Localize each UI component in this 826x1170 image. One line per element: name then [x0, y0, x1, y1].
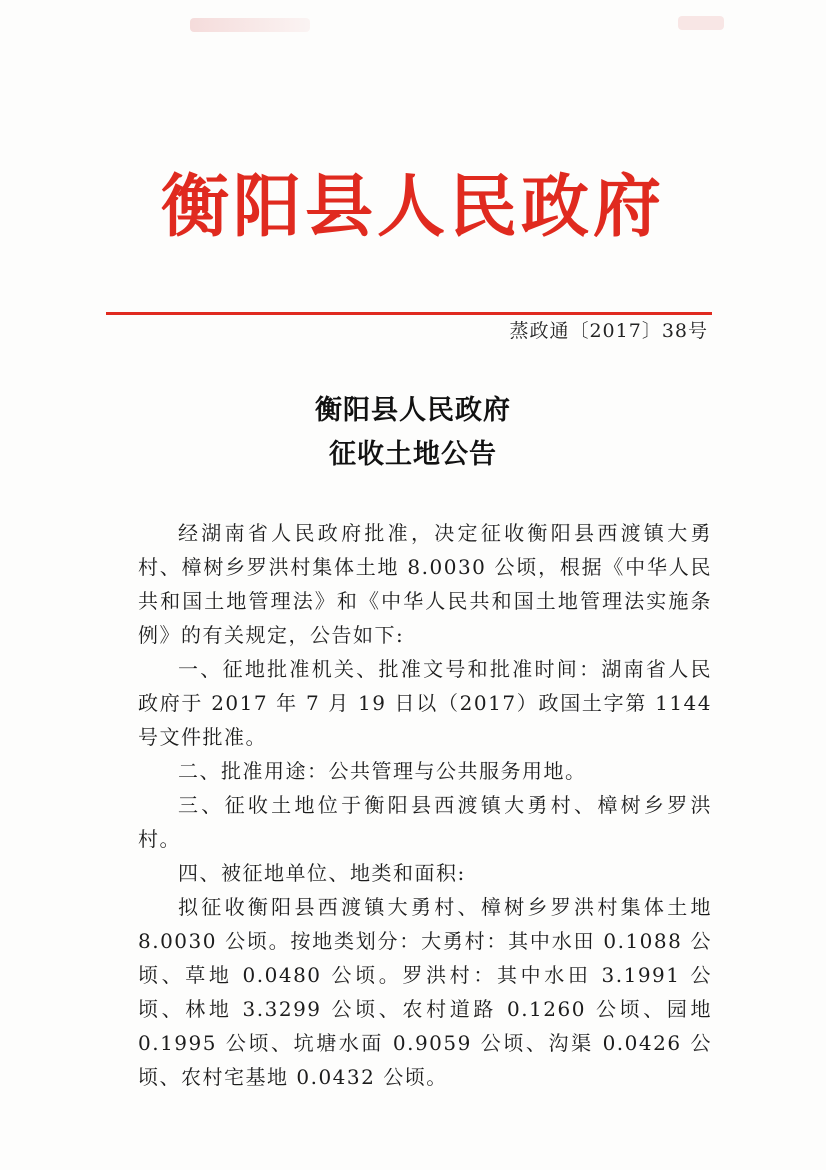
- title-line-1: 衡阳县人民政府: [315, 395, 511, 426]
- scan-artifact: [678, 16, 724, 30]
- announcement-body: [138, 516, 712, 1094]
- paragraph-approval: 一、征地批准机关、批准文号和批准时间：湖南省人民政府于 2017 年 7 月 19 日以（2017）政国土字第 1144 号文件批准。: [138, 657, 712, 749]
- paragraph-intro: 经湖南省人民政府批准，决定征收衡阳县西渡镇大勇村、樟树乡罗洪村集体土地 8.0030 公顷，根据《中华人民共和国土地管理法》和《中华人民共和国土地管理法实施条例》的有关规定，公告如下:: [138, 521, 712, 647]
- paragraph-land-details: 拟征收衡阳县西渡镇大勇村、樟树乡罗洪村集体土地 8.0030 公顷。按地类划分：大勇村：其中水田 0.1088 公顷、草地 0.0480 公顷。罗洪村：其中水田 3.1991 公顷、林地 3.3299 公顷、农村道路 0.1260 公顷、园地 0.1995 公顷、坑塘水面 0.9059 公顷、沟渠 0.0426 公顷、农村宅基地 0.0432 公顷。: [138, 895, 712, 1089]
- paragraph-purpose: 二、批准用途：公共管理与公共服务用地。: [178, 759, 587, 783]
- title-line-2: 征收土地公告: [329, 439, 497, 470]
- document-number: 蒸政通〔2017〕38号: [509, 320, 708, 342]
- red-header-org-name: 衡阳县人民政府: [160, 168, 665, 247]
- paragraph-units-heading: 四、被征地单位、地类和面积:: [178, 861, 466, 885]
- scan-artifact: [190, 18, 310, 32]
- red-divider-line: [106, 312, 712, 315]
- paragraph-location: 三、征收土地位于衡阳县西渡镇大勇村、樟树乡罗洪村。: [138, 793, 712, 851]
